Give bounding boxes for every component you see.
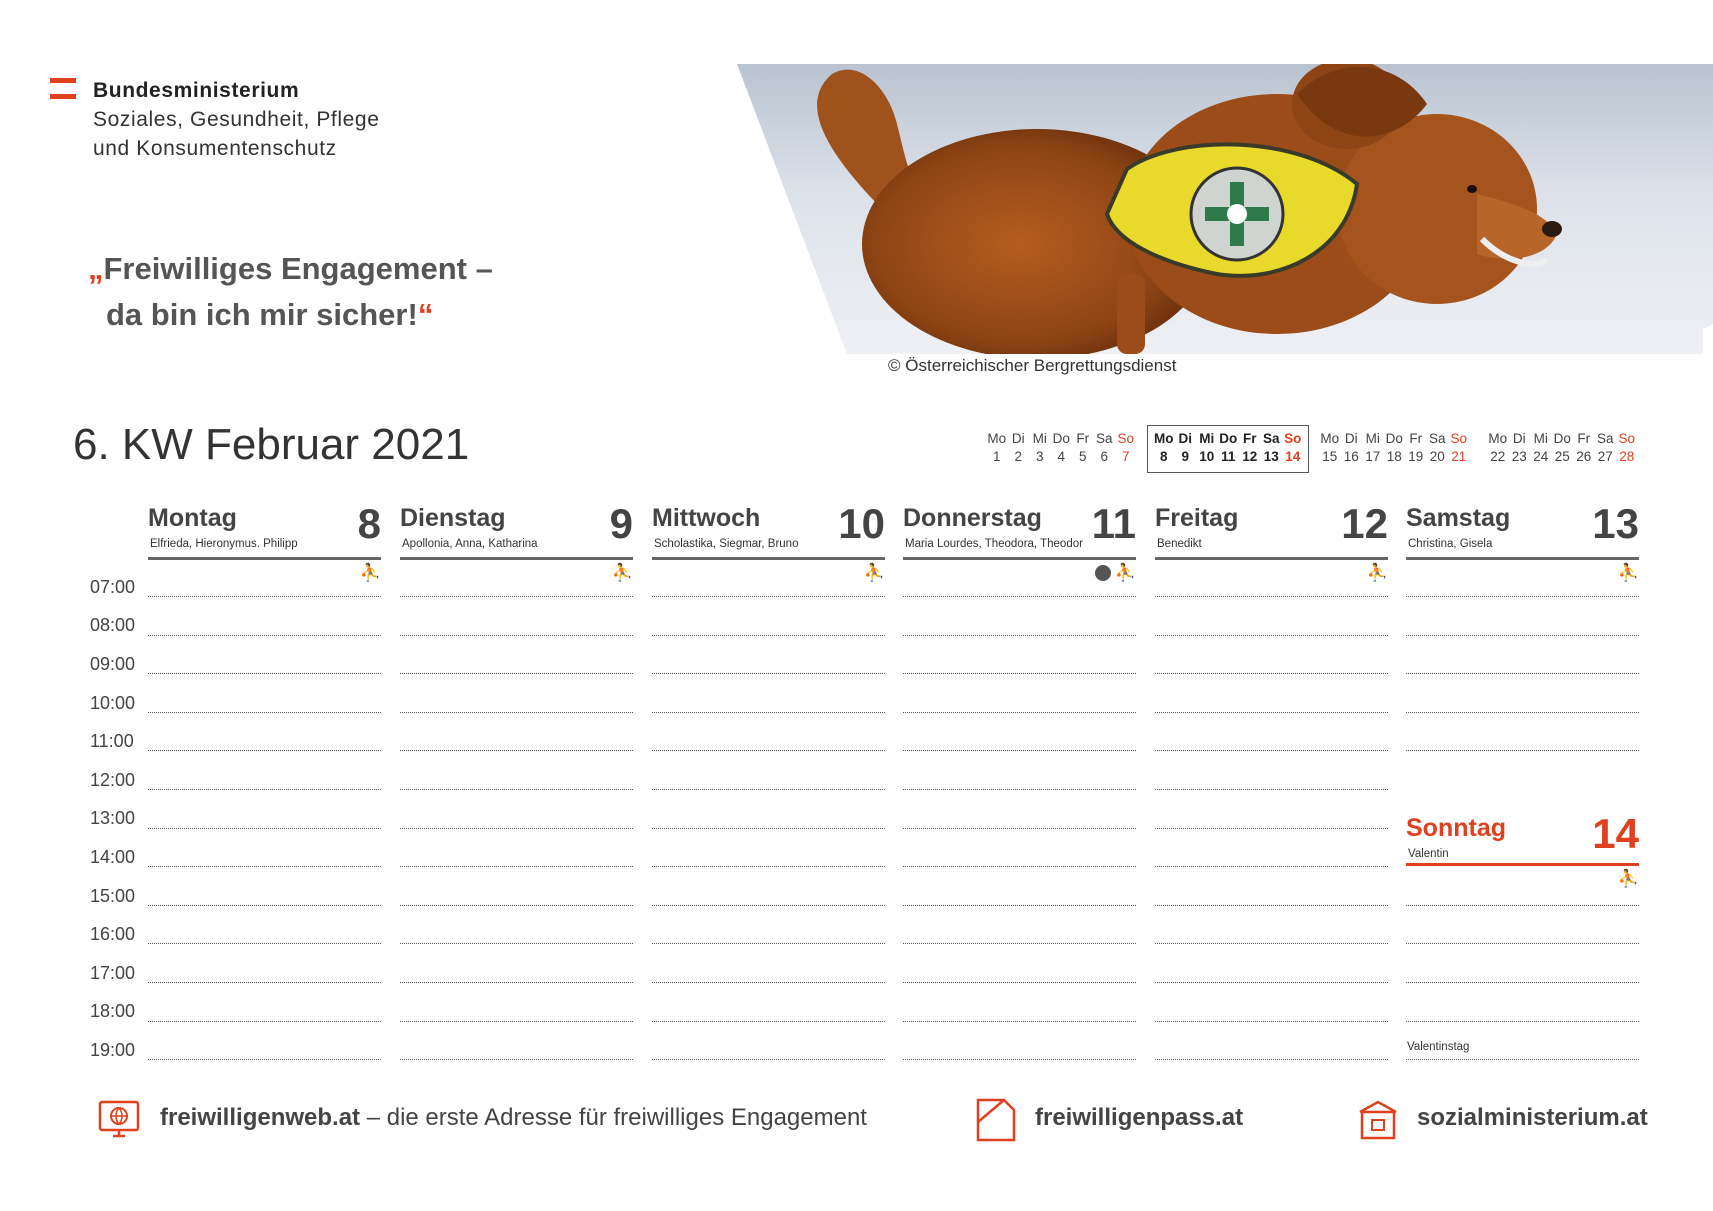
mini-header: So bbox=[1117, 431, 1134, 446]
volunteer-icon: ⛹ bbox=[1114, 563, 1136, 582]
dotted-line bbox=[400, 789, 633, 790]
mini-day: 14 bbox=[1285, 449, 1301, 464]
mini-header: Di bbox=[1011, 431, 1025, 446]
dotted-line bbox=[148, 712, 381, 713]
day-number: 12 bbox=[1341, 500, 1388, 547]
mini-header: Do bbox=[1385, 431, 1403, 446]
day-column-friday bbox=[1155, 500, 1388, 584]
time-label: 09:00 bbox=[90, 654, 136, 674]
day-name: Donnerstag bbox=[903, 504, 1042, 532]
mini-day: 3 bbox=[1035, 449, 1044, 464]
day-rule bbox=[1155, 557, 1388, 560]
dotted-line bbox=[652, 1059, 885, 1060]
mini-day: 26 bbox=[1576, 449, 1592, 464]
dotted-line bbox=[1155, 673, 1388, 674]
dotted-line bbox=[1155, 750, 1388, 751]
dotted-line bbox=[652, 982, 885, 983]
mini-header: Mo bbox=[1488, 431, 1508, 446]
mini-day: 13 bbox=[1263, 449, 1279, 464]
mini-header: Mi bbox=[1199, 431, 1215, 446]
dotted-line bbox=[1155, 982, 1388, 983]
mini-header: So bbox=[1284, 431, 1302, 446]
mini-calendar-week-5 bbox=[986, 430, 1137, 466]
dotted-line bbox=[1406, 982, 1639, 983]
mini-header: Sa bbox=[1596, 431, 1614, 446]
dotted-line bbox=[148, 905, 381, 906]
time-label: 18:00 bbox=[90, 1001, 136, 1021]
mini-day: 17 bbox=[1365, 449, 1381, 464]
volunteer-icon: ⛹ bbox=[1366, 563, 1388, 582]
mini-day: 10 bbox=[1199, 449, 1215, 464]
mini-day: 28 bbox=[1619, 449, 1635, 464]
dotted-line bbox=[400, 828, 633, 829]
mini-day: 12 bbox=[1242, 449, 1258, 464]
mini-day: 8 bbox=[1159, 449, 1168, 464]
day-name: Mittwoch bbox=[652, 504, 761, 532]
dotted-line bbox=[148, 943, 381, 944]
day-column-tuesday bbox=[400, 500, 633, 584]
dotted-line bbox=[400, 750, 633, 751]
dotted-line bbox=[1406, 596, 1639, 597]
footer-web-link[interactable] bbox=[160, 1104, 867, 1132]
mini-day: 25 bbox=[1554, 449, 1570, 464]
dotted-line bbox=[652, 635, 885, 636]
name-days: Christina, Gisela bbox=[1408, 538, 1493, 550]
time-label: 14:00 bbox=[90, 847, 136, 867]
new-moon-icon bbox=[1095, 565, 1111, 581]
dotted-line bbox=[903, 1059, 1136, 1060]
time-label: 17:00 bbox=[90, 963, 136, 983]
dotted-line bbox=[1406, 673, 1639, 674]
dotted-line bbox=[1406, 750, 1639, 751]
time-label: 12:00 bbox=[90, 770, 136, 790]
dotted-line bbox=[652, 866, 885, 867]
mini-header: Do bbox=[1553, 431, 1571, 446]
dotted-line bbox=[1155, 1021, 1388, 1022]
ministry-icon bbox=[1356, 1098, 1400, 1147]
dotted-line bbox=[1155, 789, 1388, 790]
mini-header: Mo bbox=[1320, 431, 1340, 446]
quote-line-1: Freiwilliges Engagement – bbox=[103, 251, 493, 286]
pass-url[interactable]: freiwilligenpass.at bbox=[1035, 1104, 1244, 1131]
time-label: 11:00 bbox=[90, 731, 134, 751]
day-number: 11 bbox=[1091, 500, 1136, 547]
footer-ministry-link[interactable] bbox=[1417, 1104, 1648, 1132]
mini-header: Mi bbox=[1365, 431, 1380, 446]
dotted-line bbox=[148, 1059, 381, 1060]
day-rule bbox=[400, 557, 633, 560]
dotted-line bbox=[652, 1021, 885, 1022]
mini-header: Di bbox=[1344, 431, 1358, 446]
dotted-line bbox=[1155, 635, 1388, 636]
dotted-line bbox=[903, 596, 1136, 597]
dotted-line bbox=[1406, 1021, 1639, 1022]
mini-day: 6 bbox=[1100, 449, 1108, 464]
mini-header: So bbox=[1450, 431, 1467, 446]
dotted-line bbox=[1155, 943, 1388, 944]
dotted-line bbox=[148, 789, 381, 790]
mini-header: Di bbox=[1178, 431, 1192, 446]
dotted-line bbox=[652, 673, 885, 674]
dotted-line bbox=[903, 982, 1136, 983]
mini-header: Mo bbox=[987, 431, 1007, 446]
day-column-sunday bbox=[1406, 810, 1639, 894]
volunteer-icon: ⛹ bbox=[359, 563, 381, 582]
web-icon bbox=[97, 1098, 141, 1147]
dotted-line bbox=[652, 750, 885, 751]
day-column-saturday bbox=[1406, 500, 1639, 584]
day-number: 8 bbox=[357, 500, 381, 547]
ministry-url[interactable]: sozialministerium.at bbox=[1417, 1104, 1648, 1131]
dotted-line bbox=[400, 943, 633, 944]
dotted-line bbox=[400, 596, 633, 597]
week-title: 6. KW Februar 2021 bbox=[73, 420, 470, 469]
dotted-line bbox=[148, 750, 381, 751]
dotted-line bbox=[1155, 1059, 1388, 1060]
dotted-line bbox=[1406, 1059, 1639, 1060]
mini-day: 9 bbox=[1181, 449, 1189, 464]
day-column-monday bbox=[148, 500, 381, 584]
name-days: Elfrieda, Hieronymus. Philipp bbox=[150, 538, 298, 550]
time-label: 13:00 bbox=[90, 808, 136, 828]
mini-day: 19 bbox=[1408, 449, 1424, 464]
volunteer-icon: ⛹ bbox=[1617, 563, 1639, 582]
day-name: Sonntag bbox=[1406, 814, 1506, 842]
mini-day: 15 bbox=[1322, 449, 1338, 464]
day-rule bbox=[652, 557, 885, 560]
pass-icon bbox=[974, 1096, 1018, 1149]
dotted-line bbox=[652, 789, 885, 790]
ministry-name bbox=[93, 76, 379, 163]
dotted-line bbox=[400, 673, 633, 674]
dotted-line bbox=[1406, 943, 1639, 944]
name-days: Scholastika, Siegmar, Bruno bbox=[654, 538, 799, 550]
web-url[interactable]: freiwilligenweb.at bbox=[160, 1104, 361, 1131]
mini-header: Mi bbox=[1032, 431, 1047, 446]
dotted-line bbox=[400, 982, 633, 983]
quote-open-mark: „ bbox=[88, 251, 104, 286]
time-label: 19:00 bbox=[90, 1040, 136, 1060]
mini-header: Fr bbox=[1243, 431, 1257, 446]
mini-day: 4 bbox=[1057, 449, 1065, 464]
dotted-line bbox=[148, 635, 381, 636]
name-days: Apollonia, Anna, Katharina bbox=[402, 538, 538, 550]
day-rule bbox=[903, 557, 1136, 560]
dotted-line bbox=[652, 905, 885, 906]
mini-header: Do bbox=[1219, 431, 1238, 446]
mini-header: Do bbox=[1052, 431, 1070, 446]
dotted-line bbox=[400, 1059, 633, 1060]
dotted-line bbox=[903, 905, 1136, 906]
dotted-line bbox=[652, 596, 885, 597]
photo-credit: © Österreichischer Bergrettungsdienst bbox=[888, 356, 1177, 375]
austria-flag-logo bbox=[50, 78, 76, 102]
dotted-line bbox=[903, 866, 1136, 867]
day-number: 9 bbox=[609, 500, 633, 547]
dotted-line bbox=[903, 712, 1136, 713]
footer-pass-link[interactable] bbox=[1035, 1104, 1243, 1132]
holiday-note: Valentinstag bbox=[1407, 1041, 1470, 1053]
day-column-wednesday bbox=[652, 500, 885, 584]
mini-calendar-week-8 bbox=[1487, 430, 1638, 466]
volunteer-icon: ⛹ bbox=[1617, 869, 1639, 888]
dotted-line bbox=[1155, 905, 1388, 906]
mini-header: Sa bbox=[1095, 431, 1113, 446]
mini-day: 7 bbox=[1121, 449, 1130, 464]
name-days: Benedikt bbox=[1157, 538, 1202, 550]
mini-day: 2 bbox=[1014, 449, 1022, 464]
dotted-line bbox=[400, 905, 633, 906]
dotted-line bbox=[1406, 905, 1639, 906]
ministry-line-2: Soziales, Gesundheit, Pflege bbox=[93, 108, 380, 131]
mini-header: Sa bbox=[1428, 431, 1446, 446]
day-name: Freitag bbox=[1155, 504, 1239, 532]
dotted-line bbox=[148, 1021, 381, 1022]
dotted-line bbox=[903, 673, 1136, 674]
mini-day: 11 bbox=[1221, 449, 1236, 464]
time-label: 15:00 bbox=[90, 886, 136, 906]
mini-header: Mi bbox=[1533, 431, 1548, 446]
day-rule bbox=[1406, 863, 1639, 866]
day-column-thursday bbox=[903, 500, 1136, 584]
mini-header: Mo bbox=[1154, 431, 1174, 446]
quote-close-mark: “ bbox=[417, 297, 434, 332]
name-days: Valentin bbox=[1408, 848, 1449, 860]
dotted-line bbox=[652, 828, 885, 829]
dotted-line bbox=[1406, 635, 1639, 636]
mini-day: 16 bbox=[1343, 449, 1359, 464]
mini-calendar-week-7 bbox=[1319, 430, 1470, 466]
mini-day: 5 bbox=[1078, 449, 1087, 464]
time-label: 10:00 bbox=[90, 693, 136, 713]
quote-line-2: da bin ich mir sicher! bbox=[106, 297, 418, 332]
mini-header: Di bbox=[1512, 431, 1526, 446]
dotted-line bbox=[400, 712, 633, 713]
ministry-line-1: Bundesministerium bbox=[93, 79, 300, 102]
dotted-line bbox=[1406, 712, 1639, 713]
dotted-line bbox=[148, 866, 381, 867]
volunteer-icon: ⛹ bbox=[863, 563, 885, 582]
mini-header: Fr bbox=[1577, 431, 1591, 446]
dotted-line bbox=[400, 635, 633, 636]
day-name: Samstag bbox=[1406, 504, 1511, 532]
dotted-line bbox=[903, 789, 1136, 790]
time-label: 07:00 bbox=[90, 577, 136, 597]
dotted-line bbox=[1155, 828, 1388, 829]
dotted-line bbox=[400, 866, 633, 867]
mini-header: Fr bbox=[1409, 431, 1423, 446]
mini-day: 1 bbox=[992, 449, 1001, 464]
name-days: Maria Lourdes, Theodora, Theodor bbox=[905, 538, 1083, 550]
volunteer-icon: ⛹ bbox=[611, 563, 633, 582]
mini-day: 24 bbox=[1533, 449, 1549, 464]
dotted-line bbox=[1155, 866, 1388, 867]
time-label: 08:00 bbox=[90, 615, 136, 635]
dotted-line bbox=[1155, 596, 1388, 597]
rescue-dog-photo bbox=[737, 64, 1713, 354]
slogan-quote bbox=[88, 246, 493, 338]
day-number: 10 bbox=[838, 500, 885, 547]
mini-day: 27 bbox=[1597, 449, 1613, 464]
dotted-line bbox=[652, 712, 885, 713]
dotted-line bbox=[400, 1021, 633, 1022]
mini-day: 23 bbox=[1511, 449, 1527, 464]
mini-day: 20 bbox=[1429, 449, 1445, 464]
day-rule bbox=[1406, 557, 1639, 560]
mini-calendar-week-6 bbox=[1153, 430, 1304, 466]
dotted-line bbox=[148, 596, 381, 597]
mini-day: 22 bbox=[1490, 449, 1506, 464]
mini-day: 21 bbox=[1451, 449, 1467, 464]
dotted-line bbox=[903, 943, 1136, 944]
web-tagline: – die erste Adresse für freiwilliges Engagement bbox=[360, 1104, 867, 1131]
dotted-line bbox=[148, 673, 381, 674]
dotted-line bbox=[903, 750, 1136, 751]
dotted-line bbox=[1155, 712, 1388, 713]
dotted-line bbox=[652, 943, 885, 944]
dotted-line bbox=[148, 828, 381, 829]
dotted-line bbox=[903, 1021, 1136, 1022]
day-name: Montag bbox=[148, 504, 237, 532]
time-label: 16:00 bbox=[90, 924, 136, 944]
mini-header: Fr bbox=[1076, 431, 1090, 446]
day-name: Dienstag bbox=[400, 504, 506, 532]
ministry-line-3: und Konsumentenschutz bbox=[93, 137, 337, 160]
dotted-line bbox=[903, 828, 1136, 829]
dotted-line bbox=[903, 635, 1136, 636]
dotted-line bbox=[148, 982, 381, 983]
day-rule bbox=[148, 557, 381, 560]
mini-header: Sa bbox=[1262, 431, 1280, 446]
day-number: 14 bbox=[1592, 810, 1639, 857]
mini-day: 18 bbox=[1386, 449, 1402, 464]
mini-header: So bbox=[1618, 431, 1635, 446]
day-number: 13 bbox=[1592, 500, 1639, 547]
